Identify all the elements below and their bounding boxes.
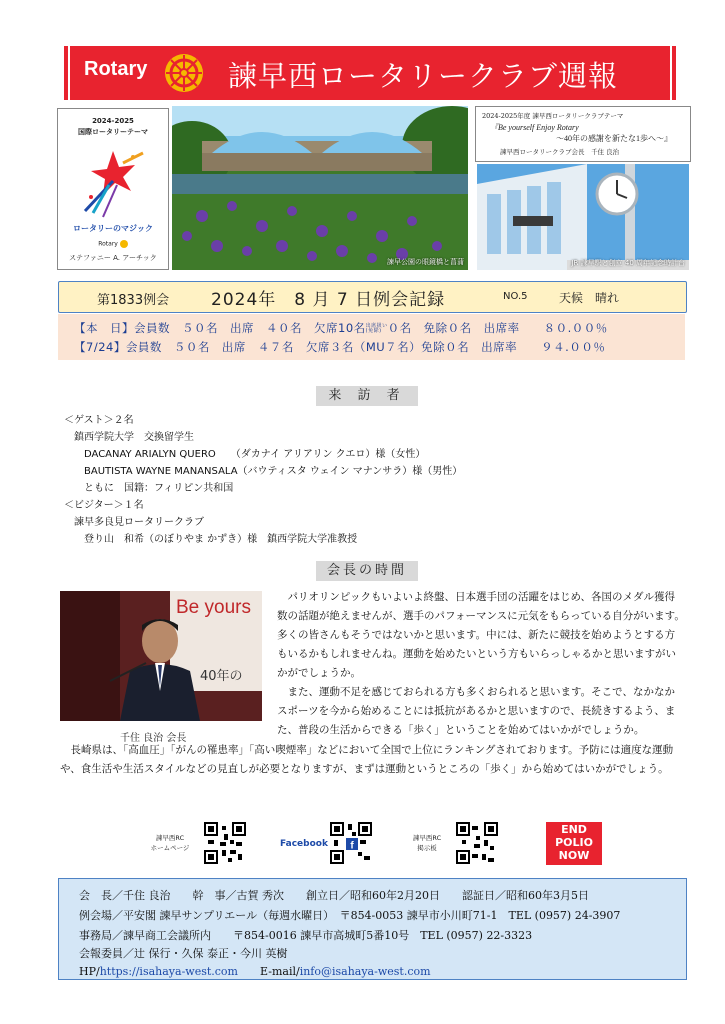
visitors-list (64, 411, 462, 547)
president-photo (60, 591, 262, 721)
visitor-line: ＜ビジター＞１名 (64, 500, 144, 511)
attendance-previous: 【7/24】会員数 ５０名 出席 ４７名 欠席３名（MU７名）免除０名 出席率 ９４.００％ (74, 340, 606, 354)
attendance-box (58, 314, 685, 360)
president-paragraph-2: また、運動不足を感じておられる方も多くおられると思います。そこで、なかなかスポーツを今から始めることには抵抗があるかと思いますので、長続きするよう、また、普段の生活からできる「歩く」ということを始めてはいかがでしょうか。 (277, 686, 676, 736)
footer-office: 事務局／諫早商工会議所内 〒854-0016 諫早市高城町5番10号 TEL (0957) 22-3323 (79, 929, 533, 942)
footer-venue: 例会場／平安閣 諫早サンプリエール（毎週水曜日） 〒854-0053 諫早市小川町71-1 TEL (0957) 24-3907 (79, 909, 621, 922)
email-link[interactable]: info@isahaya-west.com (299, 965, 431, 978)
visitor-line: BAUTISTA WAYNE MANANSALA（バウティスタ ウェイン マナンサラ）様（男性） (64, 466, 463, 477)
homepage-qr-code[interactable] (204, 822, 246, 864)
small-rotary-wheel-icon (120, 240, 128, 248)
ri-president-name: ステファニー A. アーチック (69, 254, 157, 262)
visitor-line: 登り山 和希（のぼりやま かずき）様 鎮西学院大学准教授 (64, 534, 358, 545)
bridge-photo-caption: 諫早公園の眼鏡橋と菖蒲 (387, 258, 464, 266)
attendance-today: 【本 日】会員数 ５０名 出席 ４０名 欠席10名出席扱い (免除) ０名 免除０名 出席率 ８０.００％ (74, 321, 608, 335)
bridge-photo (172, 106, 468, 270)
photo-banner-text: Be yours (176, 597, 251, 618)
club-info-footer (58, 878, 687, 980)
ri-theme-year: 2024-2025 (92, 117, 134, 125)
footer-contact: HP/https://isahaya-west.com E-mail/info@isahaya-west.com (79, 965, 431, 978)
facebook-qr-code[interactable] (330, 822, 372, 864)
president-photo-caption: 千住 良治 会長 (120, 733, 187, 744)
ri-theme-label: 国際ロータリーテーマ (78, 128, 148, 136)
club-theme-line1: 2024-2025年度 諫早西ロータリークラブテーマ (482, 112, 624, 120)
meeting-date-title: 2024年 8 月 7 日例会記録 (211, 290, 446, 310)
footer-officers: 会 長／千住 良治 幹 事／古賀 秀次 創立日／昭和60年2月20日 認証日／昭和60年3月5日 (79, 889, 589, 902)
visitor-line: ともに 国籍：フィリピン共和国 (64, 483, 234, 494)
president-heading: 会長の時間 (316, 561, 418, 581)
header-right-stripe (672, 46, 676, 100)
board-qr-code[interactable] (456, 822, 498, 864)
president-paragraph-3: 長崎県は、「高血圧」「がんの罹患率」「高い喫煙率」などにおいて全国で上位にランキングされております。予防には適度な運動や、食生活や生活スタイルなどの見直しが必要となりますが、まずは運動というところの「歩く」から始めてはいかがでしょう。 (60, 744, 674, 775)
homepage-qr-label: 諫早西RC ホームページ (150, 834, 190, 852)
meeting-number: 第1833例会 (97, 293, 170, 308)
visitor-line: 鎮西学院大学 交換留学生 (64, 432, 194, 443)
visitor-line: ＜ゲスト＞２名 (64, 415, 134, 426)
visitors-heading: 来 訪 者 (316, 386, 418, 406)
footer-committee: 会報委員／辻 保行・久保 泰正・今川 英樹 (79, 947, 288, 960)
president-paragraph-1: パリオリンピックもいよいよ終盤、日本選手団の活躍をはじめ、各国のメダル獲得数の話題が絶えませんが、選手のパフォーマンスに元気をもらっている自分がいます。多くの皆さんもそうではないかと思います。中には、新たに競技を始めようとする方もいるかもしれませんね。運動を始めたいという方もいらっしゃるかと思いますがいかがでしょうか。 (277, 591, 685, 679)
weather: 天候 晴れ (559, 291, 620, 305)
board-qr-label: 諫早西RC 掲示板 (412, 834, 442, 852)
rotary-wordmark: Rotary (84, 58, 148, 80)
ri-theme-box (57, 108, 169, 270)
homepage-link[interactable]: https://isahaya-west.com (99, 965, 238, 978)
facebook-label: Facebook (280, 839, 328, 849)
ri-theme-magic: ロータリーのマジック (73, 224, 153, 233)
header-left-stripe (64, 46, 68, 100)
visitor-line: 諫早多良見ロータリークラブ (64, 517, 204, 528)
club-theme-line3: ～40年の感謝を新たな1歩へ～』 (556, 134, 672, 143)
photo-banner-text2: 40年の (200, 669, 243, 684)
station-photo-caption: JR 諫早駅と創立 40 周年記念時計台 (571, 259, 685, 267)
meeting-title-bar (58, 281, 687, 313)
rotary-magic-logo (73, 141, 153, 221)
station-photo (477, 164, 689, 270)
issue-number: NO.5 (503, 291, 528, 302)
attendance-excused-note: 出席扱い (免除) (365, 322, 388, 334)
visitor-line: DACANAY ARIALYN QUERO （ダカナイ アリアリン クエロ）様（女性） (64, 449, 426, 460)
rotary-wheel-icon (163, 52, 205, 94)
club-theme-line4: 諫早西ロータリークラブ会長 千住 良治 (500, 148, 620, 156)
end-polio-now-logo: END POLIO NOW (546, 822, 602, 865)
club-theme-line2: 『Be yourself Enjoy Rotary (490, 123, 579, 132)
ri-rotary-small: Rotary (58, 240, 168, 248)
svg-text:f: f (350, 840, 354, 852)
club-newsletter-title: 諫早西ロータリークラブ週報 (228, 59, 619, 93)
club-theme-box (475, 106, 691, 162)
